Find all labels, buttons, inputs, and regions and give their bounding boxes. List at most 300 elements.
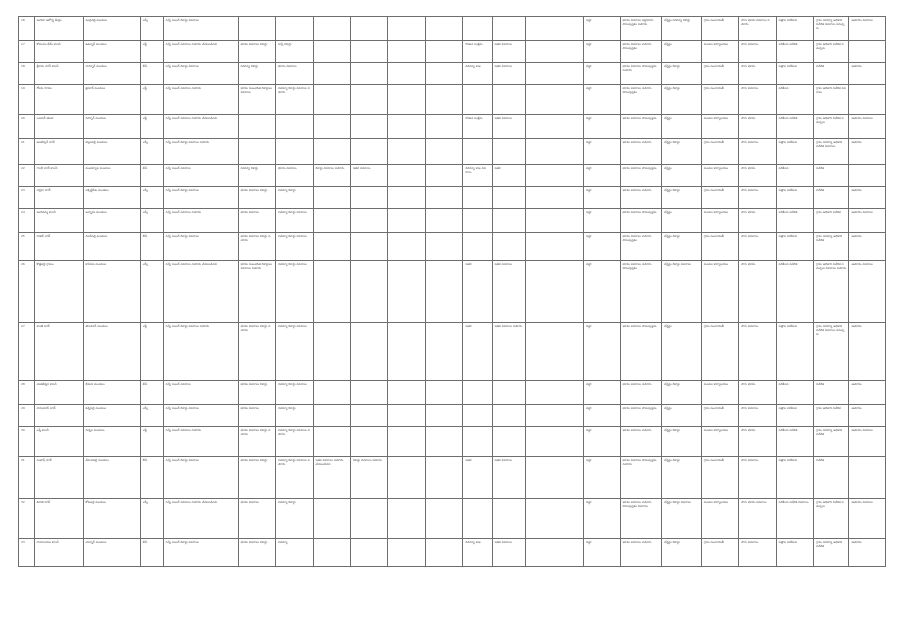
cell-text: ఆమోదం వివరాలు — [851, 210, 873, 214]
table-cell — [350, 323, 387, 381]
cell-text: విస్తీర్ణం — [664, 210, 672, 214]
table-cell — [814, 187, 849, 209]
table-cell — [276, 209, 313, 233]
table-cell — [620, 261, 662, 323]
cell-text: విస్తీర్ణం రికార్డు — [664, 458, 680, 462]
cell-text: సర్వే నంబర్ వివరాలు నమోదు — [165, 428, 202, 432]
table-cell — [814, 165, 849, 187]
cell-text: సాగు వివరాలు — [741, 406, 759, 410]
table-cell — [163, 115, 238, 139]
cell-text: 16 — [21, 18, 25, 22]
cell-text: నార్నూర్ మండలం — [85, 64, 107, 68]
table-cell — [163, 165, 238, 187]
table-cell — [620, 457, 662, 499]
table-cell — [350, 63, 387, 85]
cell-text: నివేదిక — [816, 166, 825, 170]
table-cell — [238, 63, 275, 85]
table-cell — [849, 209, 886, 233]
table-cell — [701, 427, 738, 457]
cell-text: భూమి వివరాలు — [278, 166, 297, 170]
cell-text: పరిశీలన నివేదిక — [778, 210, 798, 214]
table-cell — [776, 261, 813, 323]
table-cell — [313, 233, 350, 261]
table-cell — [313, 165, 350, 187]
table-cell — [525, 539, 583, 567]
cell-text: భూమి వివరాలు నమోదు పాసుపుస్తకం వివరాలు — [622, 500, 652, 508]
cell-text: పట్టా — [586, 428, 592, 432]
cell-text: పట్టా — [586, 140, 592, 144]
table-cell — [584, 381, 620, 405]
cell-text: విస్తీర్ణం రికార్డు — [664, 382, 680, 386]
cell-text: భూమి వివరాలు నమోదు పాసుపుస్తకం — [622, 86, 652, 94]
cell-text: 21 — [21, 140, 25, 144]
table-row — [19, 261, 886, 323]
table-cell — [425, 85, 462, 115]
table-cell — [276, 63, 313, 85]
table-cell — [276, 17, 313, 41]
table-cell — [140, 17, 163, 41]
table-cell — [849, 539, 886, 567]
table-cell — [814, 85, 849, 115]
cell-text: భూమి వివరాలు రికార్డు నమోదు — [240, 234, 271, 242]
cell-text: రెవెన్యూ రికార్డు — [240, 166, 259, 170]
table-cell — [463, 115, 492, 139]
cell-text: భూమి వివరాలు నమోదు — [622, 140, 652, 144]
table-cell — [814, 63, 849, 85]
table-cell — [83, 381, 140, 405]
cell-text: ఎస్టీ — [142, 86, 147, 90]
table-cell — [388, 63, 425, 85]
table-cell — [463, 457, 492, 499]
table-cell — [140, 457, 163, 499]
table-cell — [662, 41, 702, 63]
cell-text: ఆమోదం — [851, 540, 862, 544]
table-cell — [463, 209, 492, 233]
table-cell — [849, 427, 886, 457]
table-cell — [388, 115, 425, 139]
table-cell — [814, 323, 849, 381]
cell-text: 28 — [21, 382, 25, 386]
table-cell — [350, 427, 387, 457]
table-cell — [19, 261, 35, 323]
cell-text: పత్రాల పరిశీలన — [778, 540, 797, 544]
table-cell — [163, 405, 238, 427]
cell-text: రికార్డు వివరాలు నమోదు — [352, 458, 382, 462]
table-cell — [34, 427, 83, 457]
table-cell — [425, 209, 462, 233]
cell-text: 22 — [21, 166, 25, 170]
cell-text: భూమి వివరాలు నమోదు — [622, 428, 652, 432]
table-cell — [662, 499, 702, 539]
cell-text: ఇతర వివరాలు — [494, 540, 512, 544]
table-cell — [662, 187, 702, 209]
table-cell — [662, 85, 702, 115]
cell-text: ఆమోదం — [851, 188, 862, 192]
table-cell — [313, 85, 350, 115]
table-cell — [662, 381, 702, 405]
table-cell — [276, 41, 313, 63]
table-cell — [163, 427, 238, 457]
table-cell — [492, 261, 525, 323]
table-cell — [525, 209, 583, 233]
table-cell — [238, 165, 275, 187]
cell-text: సర్వే నంబర్ రికార్డు వివరాలు — [165, 188, 199, 192]
cell-text: గ్రామ పంచాయతీ — [703, 188, 724, 192]
table-cell — [776, 85, 813, 115]
cell-text: రెవెన్యూ రికార్డు వివరాలు — [278, 210, 307, 214]
cell-text: పరిశీలన — [778, 166, 789, 170]
table-cell — [849, 381, 886, 405]
cell-text: పట్టా — [586, 86, 592, 90]
cell-text: గ్రామ పంచాయతీ — [703, 324, 724, 328]
cell-text: గ్రామ అధికారి నివేదిక సమర్పణ — [816, 42, 844, 50]
cell-text: పట్టా — [586, 18, 592, 22]
table-cell — [525, 85, 583, 115]
table-cell — [463, 165, 492, 187]
cell-text: మండల కార్యాలయం — [703, 166, 728, 170]
cell-text: 20 — [21, 116, 25, 120]
table-cell — [34, 233, 83, 261]
table-cell — [34, 539, 83, 567]
cell-text: ఇతర వివరాలు — [352, 166, 371, 170]
table-cell — [701, 261, 738, 323]
cell-text: విస్తీర్ణం — [664, 324, 672, 328]
table-cell — [238, 41, 275, 63]
table-cell — [739, 17, 776, 41]
table-cell — [463, 187, 492, 209]
table-cell — [19, 539, 35, 567]
table-cell — [701, 381, 738, 405]
cell-text: 24 — [21, 210, 25, 214]
table-cell — [492, 323, 525, 381]
cell-text: భూమి వివరాలు నమోదు — [622, 382, 652, 386]
cell-text: భూమి వివరాలు రికార్డు — [240, 540, 268, 544]
table-row — [19, 165, 886, 187]
cell-text: గ్రామ రెవెన్యూ అధికారి నివేదిక వివరాలు సమర్పణ — [816, 18, 845, 30]
table-cell — [425, 187, 462, 209]
table-cell — [739, 381, 776, 405]
table-row — [19, 85, 886, 115]
cell-text: భీమిని మండలం — [85, 382, 105, 386]
cell-text: ఆమోదం — [851, 64, 862, 68]
cell-text: గ్రామ పంచాయతీ — [703, 458, 724, 462]
cell-text: ఇతర వివరాలు — [494, 64, 512, 68]
table-cell — [425, 17, 462, 41]
table-cell — [163, 539, 238, 567]
table-cell — [34, 457, 83, 499]
table-cell — [140, 323, 163, 381]
table-cell — [276, 381, 313, 405]
table-cell — [463, 381, 492, 405]
table-cell — [701, 187, 738, 209]
table-cell — [525, 457, 583, 499]
cell-text: సర్వే నంబర్ రికార్డు వివరాలు — [165, 458, 199, 462]
cell-text: విస్తీర్ణం — [664, 42, 672, 46]
table-cell — [776, 499, 813, 539]
table-cell — [19, 139, 35, 165]
table-cell — [238, 139, 275, 165]
table-cell — [584, 165, 620, 187]
table-cell — [276, 323, 313, 381]
table-cell — [350, 539, 387, 567]
table-cell — [463, 17, 492, 41]
cell-text: పత్రాల పరిశీలన — [778, 324, 797, 328]
cell-text: ఆమోదం — [851, 382, 862, 386]
cell-text: గ్రామ పంచాయతీ — [703, 140, 724, 144]
table-cell — [620, 381, 662, 405]
table-cell — [388, 17, 425, 41]
table-cell — [19, 323, 35, 381]
table-row — [19, 233, 886, 261]
cell-text: భూమి వివరాలు నమోదు — [622, 188, 652, 192]
cell-text: వెంకటేశ్వర కాలనీ — [36, 382, 57, 386]
cell-text: ఇందిరా ఆరోగ్య కేంద్రం — [36, 18, 62, 22]
table-cell — [463, 261, 492, 323]
cell-text: సర్వే నంబర్ వివరాలు నమోదు చేయబడినవి — [165, 42, 217, 46]
table-cell — [739, 165, 776, 187]
cell-text: సర్వే నంబర్ రికార్డు వివరాలు — [165, 234, 199, 238]
table-row — [19, 63, 886, 85]
table-cell — [350, 187, 387, 209]
table-cell — [388, 187, 425, 209]
table-cell — [739, 261, 776, 323]
table-cell — [388, 499, 425, 539]
cell-text: గ్రామ రెవెన్యూ అధికారి నివేదిక వివరాలు సమర్పణ — [816, 324, 845, 336]
table-cell — [313, 499, 350, 539]
table-cell — [776, 41, 813, 63]
table-cell — [83, 261, 140, 323]
table-cell — [701, 209, 738, 233]
table-cell — [34, 405, 83, 427]
table-cell — [584, 187, 620, 209]
table-cell — [163, 261, 238, 323]
table-cell — [849, 139, 886, 165]
table-cell — [350, 17, 387, 41]
table-cell — [388, 457, 425, 499]
table-row — [19, 209, 886, 233]
cell-text: అంబేద్కర్ నగర్ — [36, 140, 55, 144]
cell-text: సాగు వివరాలు — [741, 188, 759, 192]
table-cell — [238, 261, 275, 323]
cell-text: సిర్పూర్ మండలం — [85, 116, 106, 120]
cell-text: గ్రామ అధికారి నివేదిక సమర్పణ — [816, 116, 844, 124]
cell-text: భూమి వివరాలు రికార్డు — [240, 458, 268, 462]
table-cell — [83, 457, 140, 499]
table-cell — [620, 209, 662, 233]
cell-text: ఆమోదం — [851, 324, 862, 328]
table-row — [19, 41, 886, 63]
table-cell — [350, 233, 387, 261]
table-cell — [313, 187, 350, 209]
cell-text: విస్తీర్ణం రికార్డు వివరాలు — [664, 262, 692, 266]
table-cell — [814, 381, 849, 405]
table-cell — [701, 405, 738, 427]
table-cell — [525, 17, 583, 41]
table-cell — [739, 323, 776, 381]
table-cell — [492, 427, 525, 457]
cell-text: ఇందిరమ్మ కాలనీ — [36, 210, 56, 214]
table-row — [19, 457, 886, 499]
cell-text: విస్తీర్ణం రికార్డు — [664, 234, 680, 238]
table-cell — [350, 165, 387, 187]
cell-text: ఎస్టీ — [142, 42, 147, 46]
table-cell — [388, 233, 425, 261]
table-cell — [584, 499, 620, 539]
table-cell — [662, 115, 702, 139]
table-cell — [34, 499, 83, 539]
table-cell — [313, 261, 350, 323]
data-table — [18, 16, 886, 567]
cell-text: ఇతర — [465, 262, 472, 266]
table-cell — [525, 165, 583, 187]
table-cell — [739, 499, 776, 539]
table-cell — [34, 187, 83, 209]
table-cell — [350, 499, 387, 539]
cell-text: సర్వే నంబర్ వివరాలు నమోదు — [165, 210, 202, 214]
cell-text: 19 — [21, 86, 25, 90]
table-cell — [140, 63, 163, 85]
table-cell — [140, 209, 163, 233]
cell-text: సాగు భూమి — [741, 166, 756, 170]
cell-text: గ్రామ పంచాయతీ — [703, 86, 724, 90]
cell-text: పట్టా — [586, 42, 592, 46]
cell-text: భూమి వివరాలు రికార్డు — [240, 188, 268, 192]
cell-text: ఆమోదం వివరాలు — [851, 428, 873, 432]
table-cell — [425, 427, 462, 457]
table-cell — [584, 41, 620, 63]
table-cell — [584, 85, 620, 115]
table-cell — [313, 381, 350, 405]
table-cell — [849, 187, 886, 209]
cell-text: భూమి సంబంధిత రికార్డులు వివరాలు — [240, 86, 273, 94]
cell-text: నివేదిక — [816, 64, 825, 68]
table-cell — [388, 405, 425, 427]
table-cell — [492, 539, 525, 567]
table-cell — [620, 187, 662, 209]
table-cell — [425, 381, 462, 405]
table-cell — [492, 115, 525, 139]
table-cell — [814, 17, 849, 41]
cell-text: మండల కార్యాలయం — [703, 42, 728, 46]
cell-text: భూమి వివరాలు నమోదు పాసుపుస్తకం — [622, 42, 652, 50]
table-cell — [463, 427, 492, 457]
table-cell — [739, 41, 776, 63]
table-cell — [83, 323, 140, 381]
table-cell — [34, 85, 83, 115]
cell-text: గ్రామ రెవెన్యూ అధికారి నివేదిక — [816, 540, 843, 548]
cell-text: పట్టా — [586, 540, 592, 544]
cell-text: సాగు వివరాలు — [741, 324, 759, 328]
table-cell — [620, 499, 662, 539]
table-cell — [463, 233, 492, 261]
table-cell — [584, 17, 620, 41]
table-cell — [313, 539, 350, 567]
table-cell — [620, 539, 662, 567]
cell-text: సర్వే రికార్డు — [278, 42, 292, 46]
table-cell — [739, 115, 776, 139]
table-cell — [492, 63, 525, 85]
cell-text: సాగు భూమి వివరాలు నమోదు — [741, 18, 770, 26]
table-cell — [492, 405, 525, 427]
table-cell — [238, 85, 275, 115]
table-cell — [463, 139, 492, 165]
table-cell — [163, 139, 238, 165]
table-cell — [425, 499, 462, 539]
table-cell — [620, 17, 662, 41]
table-cell — [140, 139, 163, 165]
cell-text: బీసీ — [142, 166, 148, 170]
cell-text: శివాజీ నగర్ — [36, 500, 51, 504]
cell-text: శాంతి నగర్ — [36, 324, 50, 328]
table-cell — [425, 457, 462, 499]
cell-text: గిరిజన సంక్షేమ — [465, 42, 483, 46]
table-cell — [814, 115, 849, 139]
table-cell — [620, 63, 662, 85]
table-cell — [34, 63, 83, 85]
cell-text: పట్టా — [586, 262, 592, 266]
cell-text: 29 — [21, 406, 25, 410]
table-cell — [276, 427, 313, 457]
table-cell — [849, 165, 886, 187]
table-cell — [776, 381, 813, 405]
cell-text: రెవెన్యూ రికార్డు — [278, 188, 296, 192]
table-cell — [662, 209, 702, 233]
table-cell — [163, 85, 238, 115]
table-cell — [849, 115, 886, 139]
cell-text: భూమి సంబంధిత రికార్డులు వివరాలు నమోదు — [240, 262, 273, 270]
table-cell — [19, 209, 35, 233]
cell-text: బస్తీ కాలనీ — [36, 428, 49, 432]
cell-text: మండల కార్యాలయం — [703, 500, 728, 504]
cell-text: ఎస్సీ — [142, 210, 149, 214]
table-cell — [350, 405, 387, 427]
cell-text: పరిశీలన నివేదిక వివరాలు — [778, 500, 809, 504]
table-cell — [701, 165, 738, 187]
table-cell — [814, 209, 849, 233]
cell-text: శ్రీరామ నగర్ కాలనీ — [36, 64, 59, 68]
cell-text: పట్టా — [586, 116, 592, 120]
cell-text: గ్రామ అధికారి నివేదిక — [816, 210, 841, 214]
cell-text: రెవెన్యూ రికార్డు వివరాలు — [278, 262, 307, 266]
cell-text: పత్రాల పరిశీలన — [778, 140, 797, 144]
cell-text: భూమి వివరాలు పాసుపుస్తకం నమోదు — [622, 64, 657, 72]
cell-text: మండల కార్యాలయం — [703, 428, 728, 432]
cell-text: గ్రామ పంచాయతీ — [703, 64, 724, 68]
cell-text: భూమి వివరాలు పాసుపుస్తకం — [622, 406, 657, 410]
table-cell — [849, 457, 886, 499]
table-cell — [776, 209, 813, 233]
table-cell — [34, 139, 83, 165]
cell-text: ఇతర వివరాలు నమోదు — [494, 324, 523, 328]
table-cell — [584, 457, 620, 499]
table-cell — [19, 165, 35, 187]
table-cell — [388, 381, 425, 405]
table-cell — [350, 457, 387, 499]
cell-text: మంచిర్యాల మండలం — [85, 166, 111, 170]
table-cell — [238, 427, 275, 457]
table-cell — [163, 209, 238, 233]
table-cell — [238, 187, 275, 209]
table-cell — [849, 17, 886, 41]
cell-text: పత్రాల పరిశీలన — [778, 234, 797, 238]
table-cell — [849, 323, 886, 381]
cell-text: ఇతర వివరాలు — [494, 116, 512, 120]
table-cell — [425, 41, 462, 63]
table-cell — [584, 209, 620, 233]
cell-text: సాగు వివరాలు — [741, 540, 759, 544]
cell-text: బీసీ — [142, 540, 148, 544]
cell-text: రెవెన్యూ — [278, 540, 288, 544]
